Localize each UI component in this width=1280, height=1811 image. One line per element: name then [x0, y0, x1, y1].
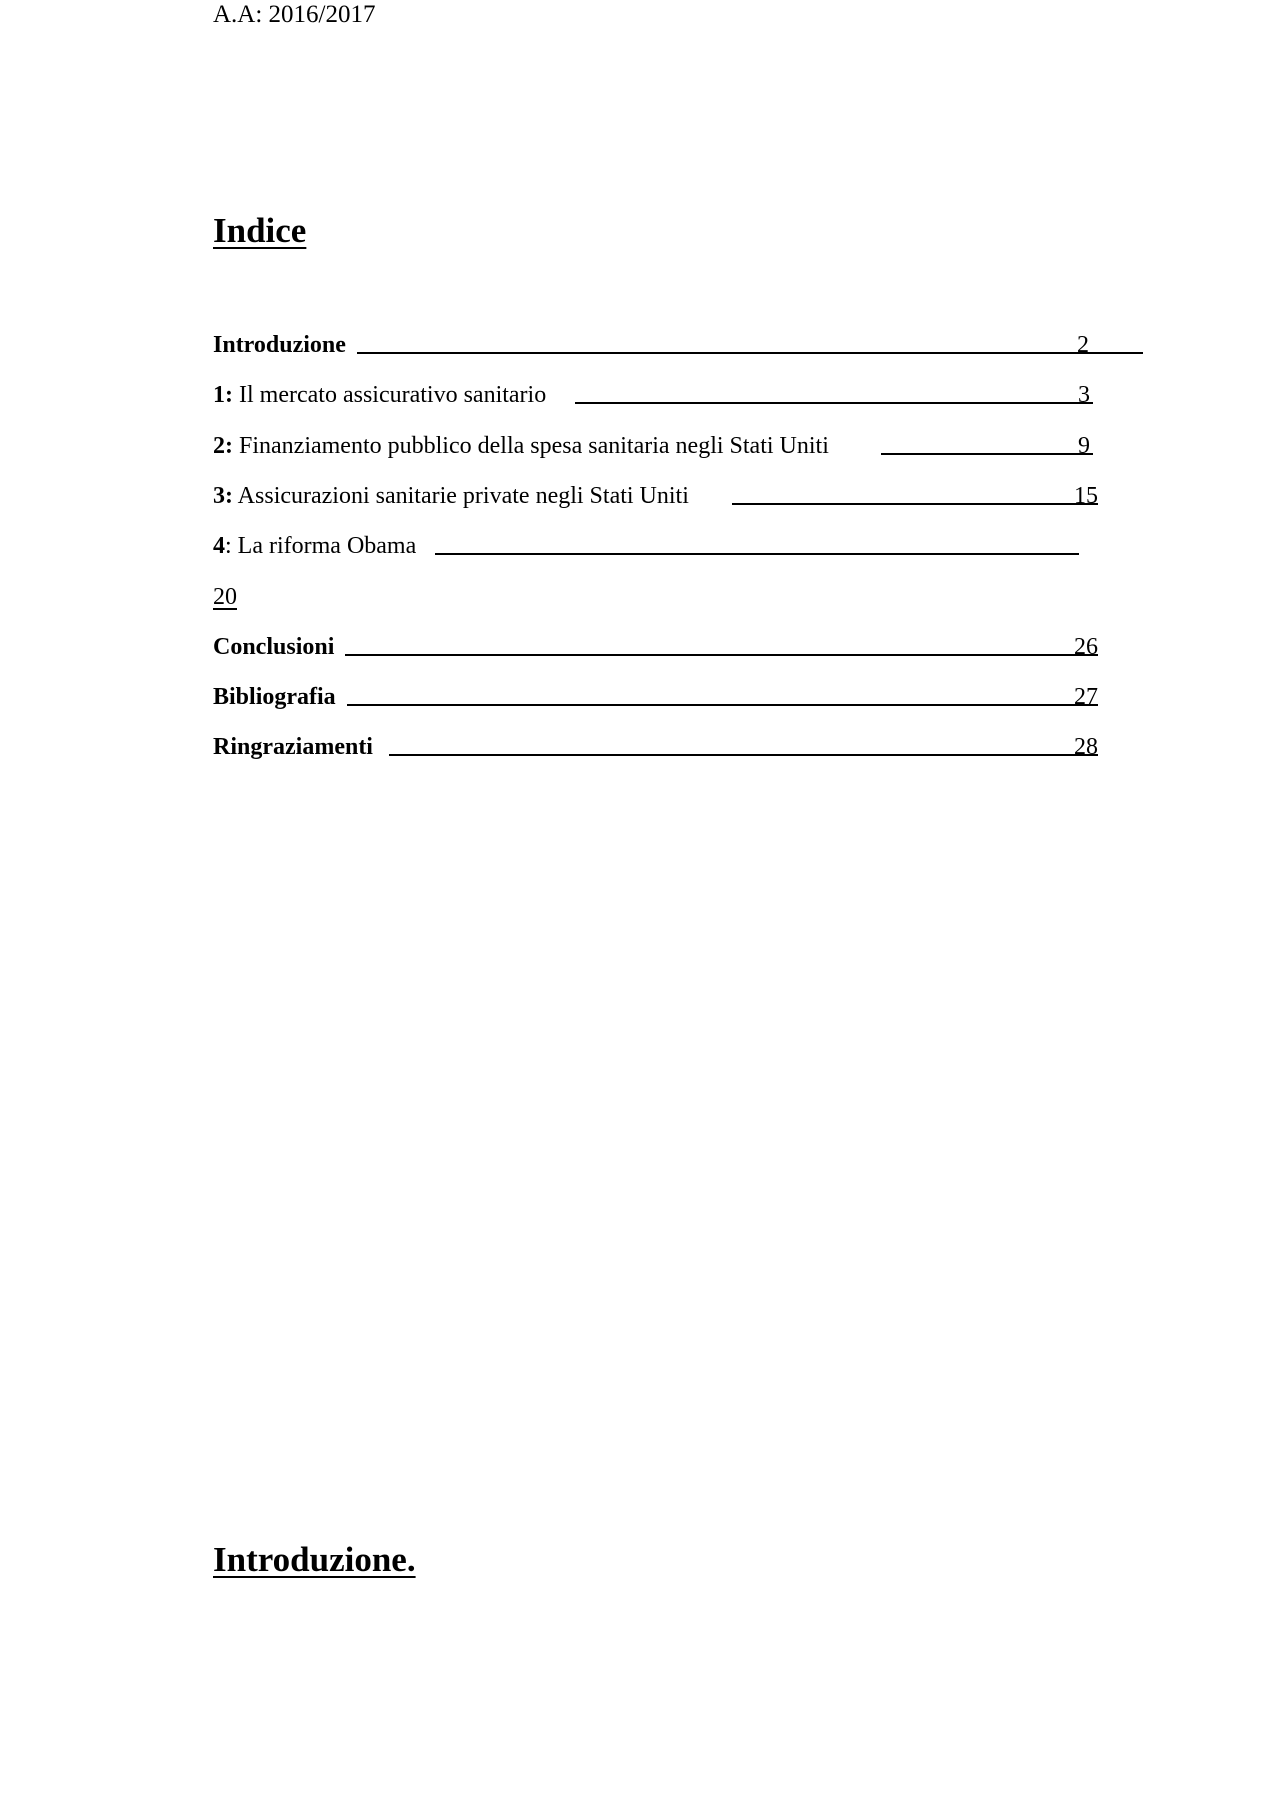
toc-entry-ringraziamenti[interactable] [213, 732, 1098, 762]
toc-leader-line [732, 503, 1098, 505]
toc-entry-text [213, 380, 546, 410]
section-title-introduzione: Introduzione. [213, 1540, 416, 1579]
toc-entry-page: 26 [1074, 634, 1098, 660]
toc-entry-label: Conclusioni [213, 634, 335, 660]
toc-entry-label: Assicurazioni sanitarie private negli Stati Uniti [233, 483, 689, 509]
toc-entry-number: 2: [213, 433, 233, 459]
toc-leader-line [435, 553, 1079, 555]
toc-entry-page: 15 [1074, 483, 1098, 509]
toc-entry-label: : La riforma Obama [225, 533, 417, 559]
toc-entry-label: Finanziamento pubblico della spesa sanitaria negli Stati Uniti [233, 433, 829, 459]
toc-entry-page: 9 [1078, 433, 1090, 459]
toc-entry-label: Bibliografia [213, 684, 336, 710]
toc-leader-line [881, 453, 1093, 455]
toc-entry-page: 3 [1078, 382, 1090, 408]
toc-entry-label: Ringraziamenti [213, 734, 373, 760]
toc-leader-line [575, 402, 1093, 404]
toc-entry-text [213, 431, 829, 461]
toc-leader-line [347, 704, 1098, 706]
toc-leader-line [357, 352, 1143, 354]
toc-leader-line [345, 654, 1098, 656]
toc-entry-label: Introduzione [213, 332, 346, 358]
toc-entry-conclusioni[interactable] [213, 632, 1098, 662]
academic-year: A.A: 2016/2017 [213, 1, 376, 28]
toc-entry-chapter-4[interactable] [213, 531, 1079, 561]
toc-entry-chapter-3[interactable] [213, 481, 1098, 511]
toc-entry-page: 27 [1074, 684, 1098, 710]
toc-entry-number: 1: [213, 382, 233, 408]
toc-entry-text [213, 531, 416, 561]
toc-entry-text [213, 481, 689, 511]
toc-entry-page: 28 [1074, 734, 1098, 760]
toc-entry-introduzione[interactable] [213, 330, 1143, 360]
toc-entry-chapter-1[interactable] [213, 380, 1093, 410]
toc-entry-bibliografia[interactable] [213, 682, 1098, 712]
toc-entry-page: 2 [1077, 332, 1089, 358]
toc-entry-number: 3: [213, 483, 233, 509]
toc-leader-line [389, 754, 1098, 756]
toc-entry-number: 4 [213, 533, 225, 559]
toc-entry-chapter-2[interactable] [213, 431, 1093, 461]
toc-entry-label: Il mercato assicurativo sanitario [233, 382, 547, 408]
index-title: Indice [213, 211, 307, 250]
toc-entry-page-wrapped[interactable]: 20 [213, 584, 237, 610]
